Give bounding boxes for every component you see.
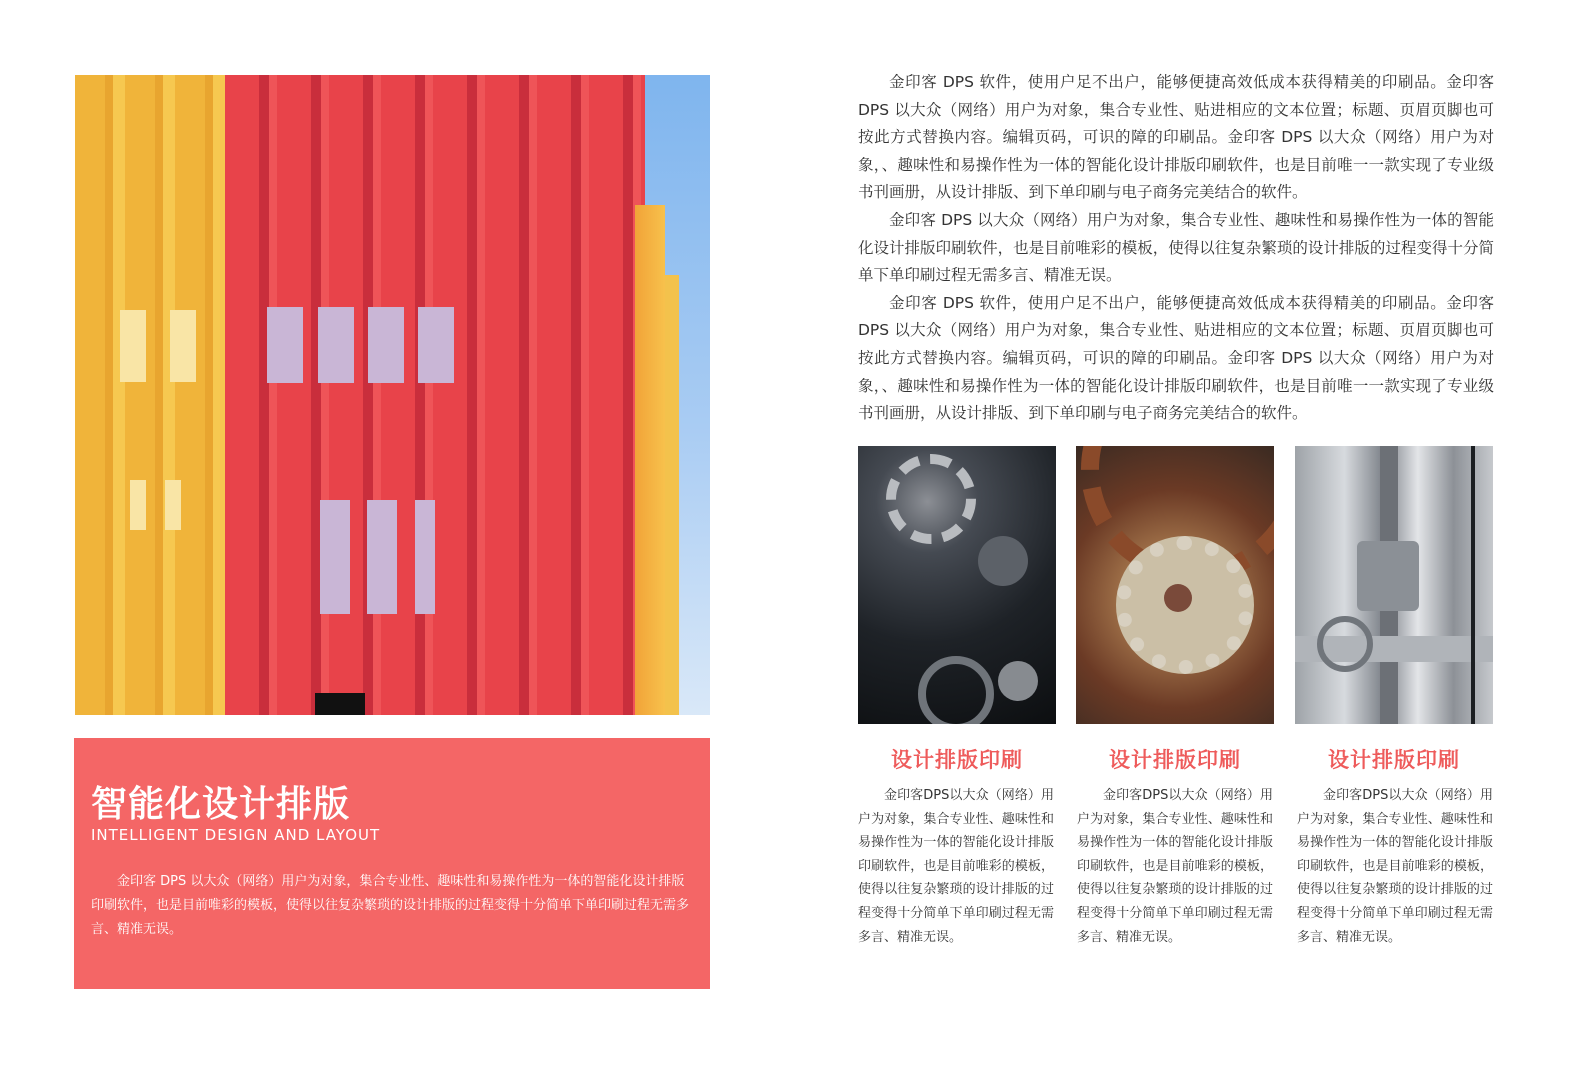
valve bbox=[1357, 541, 1419, 611]
window bbox=[318, 307, 354, 383]
column-title: 设计排版印刷 bbox=[1109, 748, 1241, 772]
card-title: 智能化设计排版 bbox=[91, 784, 351, 825]
window bbox=[367, 500, 397, 614]
engine-gears-photo bbox=[858, 446, 1056, 724]
column-title: 设计排版印刷 bbox=[891, 748, 1023, 772]
facade-edge bbox=[665, 275, 679, 715]
pulley-icon bbox=[978, 536, 1028, 586]
window bbox=[368, 307, 404, 383]
paragraph: 金印客 DPS 软件，使用户足不出户，能够便捷高效低成本获得精美的印刷品。金印客 DPS 以大众（网络）用户为对象，集合专业性、贴进相应的文本位置；标题、页眉页脚也可按此方式替换内容。编辑页码，可识的障的印刷品。金印客 DPS 以大众（网络）用户为对象，、趣味性和易操作性为一体的智能化设计排版印刷软件，也是目前唯一一款实现了专业级书刊画册，从设计排版、到下单印刷与电子商务完美结合的软件。 bbox=[858, 293, 1494, 423]
gear-icon bbox=[886, 454, 976, 544]
window bbox=[267, 307, 303, 383]
window bbox=[130, 480, 146, 530]
window bbox=[170, 310, 196, 382]
bolt-icon bbox=[1164, 584, 1192, 612]
column-body: 金印客DPS以大众（网络）用户为对象，集合专业性、趣味性和易操作性为一体的智能化设计排版印刷软件，也是目前唯彩的模板，使得以往复杂繁琐的设计排版的过程变得十分简单下单印刷过程无需多言、精准无误。 bbox=[1077, 788, 1273, 945]
industrial-pipes-photo bbox=[1295, 446, 1493, 724]
column-body: 金印客DPS以大众（网络）用户为对象，集合专业性、趣味性和易操作性为一体的智能化设计排版印刷软件，也是目前唯彩的模板，使得以往复杂繁琐的设计排版的过程变得十分简单下单印刷过程无需多言、精准无误。 bbox=[858, 788, 1054, 945]
pulley-icon bbox=[998, 661, 1038, 701]
card-subtitle: INTELLIGENT DESIGN AND LAYOUT bbox=[91, 826, 381, 844]
card-body: 金印客 DPS 以大众（网络）用户为对象，集合专业性、趣味性和易操作性为一体的智能化设计排版印刷软件，也是目前唯彩的模板，使得以往复杂繁琐的设计排版的过程变得十分简单下单印刷过程无需多言、精准无误。 bbox=[91, 874, 690, 937]
flange-icon bbox=[1317, 616, 1373, 672]
yellow-facade bbox=[75, 75, 225, 715]
paragraph: 金印客 DPS 软件，使用户足不出户，能够便捷高效低成本获得精美的印刷品。金印客 DPS 以大众（网络）用户为对象，集合专业性、贴进相应的文本位置；标题、页眉页脚也可按此方式替换内容。编辑页码，可识的障的印刷品。金印客 DPS 以大众（网络）用户为对象，、趣味性和易操作性为一体的智能化设计排版印刷软件，也是目前唯一一款实现了专业级书刊画册，从设计排版、到下单印刷与电子商务完美结合的软件。 bbox=[858, 73, 1494, 202]
paragraph: 金印客 DPS 以大众（网络）用户为对象，集合专业性、趣味性和易操作性为一体的智能化设计排版印刷软件，也是目前唯彩的模板，使得以往复杂繁琐的设计排版的过程变得十分简单下单印刷过程无需多言、精准无误。 bbox=[858, 210, 1494, 285]
cable bbox=[1471, 446, 1475, 724]
red-facade bbox=[225, 75, 645, 715]
rusty-gear-photo bbox=[1076, 446, 1274, 724]
doorway bbox=[315, 693, 365, 715]
hero-building-photo bbox=[75, 75, 710, 715]
window bbox=[418, 307, 454, 383]
caption-card bbox=[74, 738, 710, 989]
window bbox=[120, 310, 146, 382]
main-text bbox=[858, 69, 1494, 428]
column-body: 金印客DPS以大众（网络）用户为对象，集合专业性、趣味性和易操作性为一体的智能化设计排版印刷软件，也是目前唯彩的模板，使得以往复杂繁琐的设计排版的过程变得十分简单下单印刷过程无需多言、精准无误。 bbox=[1297, 788, 1493, 945]
window bbox=[415, 500, 435, 614]
orange-facade bbox=[635, 205, 665, 715]
window bbox=[165, 480, 181, 530]
pulley-icon bbox=[918, 656, 994, 724]
column-title: 设计排版印刷 bbox=[1328, 748, 1460, 772]
window bbox=[320, 500, 350, 614]
